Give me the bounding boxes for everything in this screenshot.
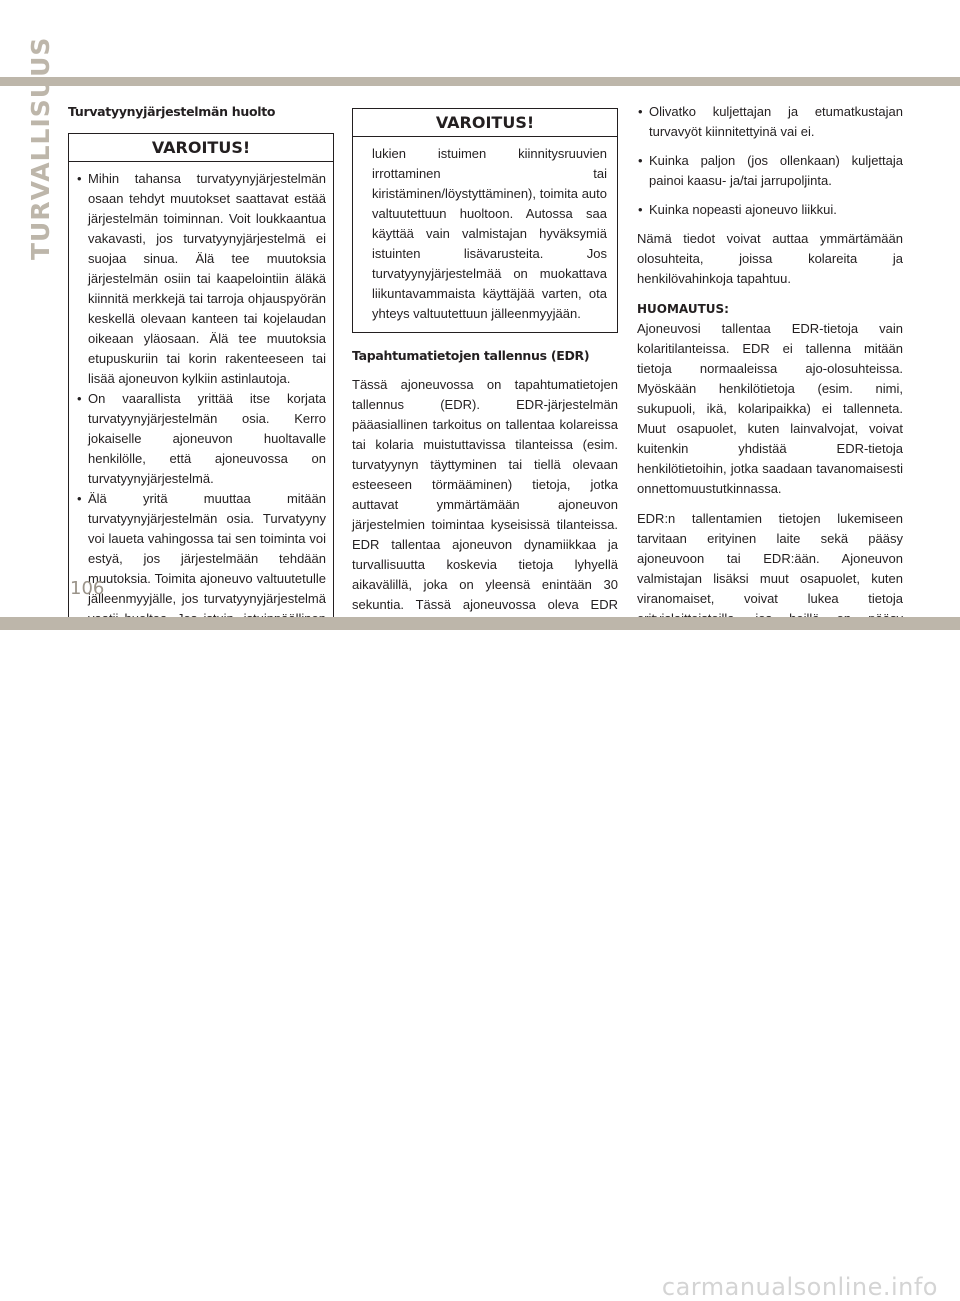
- warning-title: VAROITUS!: [353, 109, 617, 137]
- top-margin: [0, 0, 960, 86]
- edr-bullet: • Kuinka nopeasti ajoneuvo liikkui.: [637, 200, 903, 220]
- section-heading-edr: Tapahtumatietojen tallennus (EDR): [352, 348, 590, 363]
- page-number: 106: [70, 578, 105, 599]
- column-middle: [352, 102, 618, 664]
- bottom-rule: [0, 617, 960, 630]
- top-rule: [0, 77, 960, 86]
- edr-bullet: • Olivatko kuljettajan ja etumatkustajan turvavyöt kiinnitettyinä vai ei.: [637, 102, 903, 142]
- note-heading: HUOMAUTUS:: [637, 302, 729, 316]
- section-heading: Turvatyynyjärjestelmän huolto: [68, 104, 276, 119]
- edr-paragraph-1: Nämä tiedot voivat auttaa ymmärtämään olosuhteita, joissa kolareita ja henkilövahinkoja tapahtuu.: [637, 231, 903, 286]
- column-left: [68, 102, 334, 658]
- warning-box-continued: [352, 108, 618, 333]
- edr-bullet: • Kuinka paljon (jos ollenkaan) kuljettaja painoi kaasu- ja/tai jarrupoljinta.: [637, 151, 903, 191]
- warning-body: [69, 162, 333, 657]
- column-right: [637, 102, 903, 649]
- edr-paragraph-2: EDR:n tallentamien tietojen lukemiseen tarvitaan erityinen laite sekä pääsy ajoneuvoon tai EDR:ään. Ajoneuvon valmistajan lisäksi muut osapuolet, kuten viranomaiset, voivat lukea tietoja: [637, 511, 903, 606]
- footer: [0, 630, 960, 1301]
- warning-body: [353, 137, 617, 332]
- warning-title: VAROITUS!: [69, 134, 333, 162]
- warning-box: [68, 133, 334, 658]
- edr-paragraph: Tässä ajoneuvossa on tapahtumatietojen tallennus (EDR). EDR-järjestelmän pääasiallinen tarkoitus on tallentaa kolareissa tai kolaria muistuttavissa tilanteissa (esim. turvatyynyn täyttyminen tai tiellä olevaan esteeseen törmääminen) tietoja, jotka auttavat ymmärtämään ajoneuvon järjestelmien toimintaa kyseisissä tilanteissa. EDR tallentaa ajoneuvon dynamiikkaa ja turvallisuutta koskevia tietoja lyhyellä aikavälillä, joka on yleensä enintään 30 sekuntia. Tässä ajoneuvossa oleva EDR: [352, 377, 618, 612]
- warning-text: lukien istuimen kiinnitysruuvien irrottaminen tai kiristäminen/löystyttäminen), toimita auto valtuutettuun huoltoon. Autossa saa käyttää vain valmistajan hyväksymiä istuinten lisävarusteita. Jos turvatyynyjärjestelmää on muokattava liikuntavammaista käyttäjää varten, ota yhteys valtuutettuun jälleenmyyjään.: [372, 146, 607, 321]
- note-text: Ajoneuvosi tallentaa EDR-tietoja vain kolaritilanteissa. EDR ei tallenna mitään tietoja normaaleissa ajo-olosuhteissa. Myöskään henkilötietoja (esim. nimi, sukupuoli, ikä, kolaripaikka) ei tallenneta. Muut osapuolet, kuten lainvalvojat, voivat kuitenkin yhdistää EDR-tietoja henkilötietoihin, jotka saadaan tavanomaisesti onnettomuustutkinnassa.: [637, 321, 903, 496]
- warning-bullet: • Mihin tahansa turvatyynyjärjestelmän osaan tehdyt muutokset saattavat estää järjestelmän toiminnan. Voit loukkaantua vakavasti, jos turvatyynyjärjestelmä ei suojaa sinua. Älä tee muutoksia järjestelmän osiin tai kaapelointiin äläkä kiinnitä merkkejä tai tarroja ohjauspyörän keskellä olevaan kanteen tai kojelaudan oikeaan yläosaan. Älä tee muutoksia etupuskuriin tai korin rakenteeseen tai lisää ajoneuvon kylkiin astinlautoja.: [76, 169, 326, 389]
- warning-bullet: • Älä yritä muuttaa mitään turvatyynyjärjestelmän osia. Turvatyyny voi laueta vahingossa tai sen toiminta voi estyä, jos järjestelmään tehdään muutoksia. Toimita ajoneuvo valtuutetulle jälleenmyyjälle, jos turvatyynyjärjestelmä: [76, 489, 326, 649]
- section-side-title: TURVALLISUUS: [26, 36, 55, 260]
- warning-bullet: • On vaarallista yrittää itse korjata turvatyynyjärjestelmän osia. Kerro jokaiselle ajoneuvon huoltavalle henkilölle, että ajoneuvossa on turvatyynyjärjestelmä.: [76, 389, 326, 489]
- watermark: carmanualsonline.info: [661, 1273, 938, 1301]
